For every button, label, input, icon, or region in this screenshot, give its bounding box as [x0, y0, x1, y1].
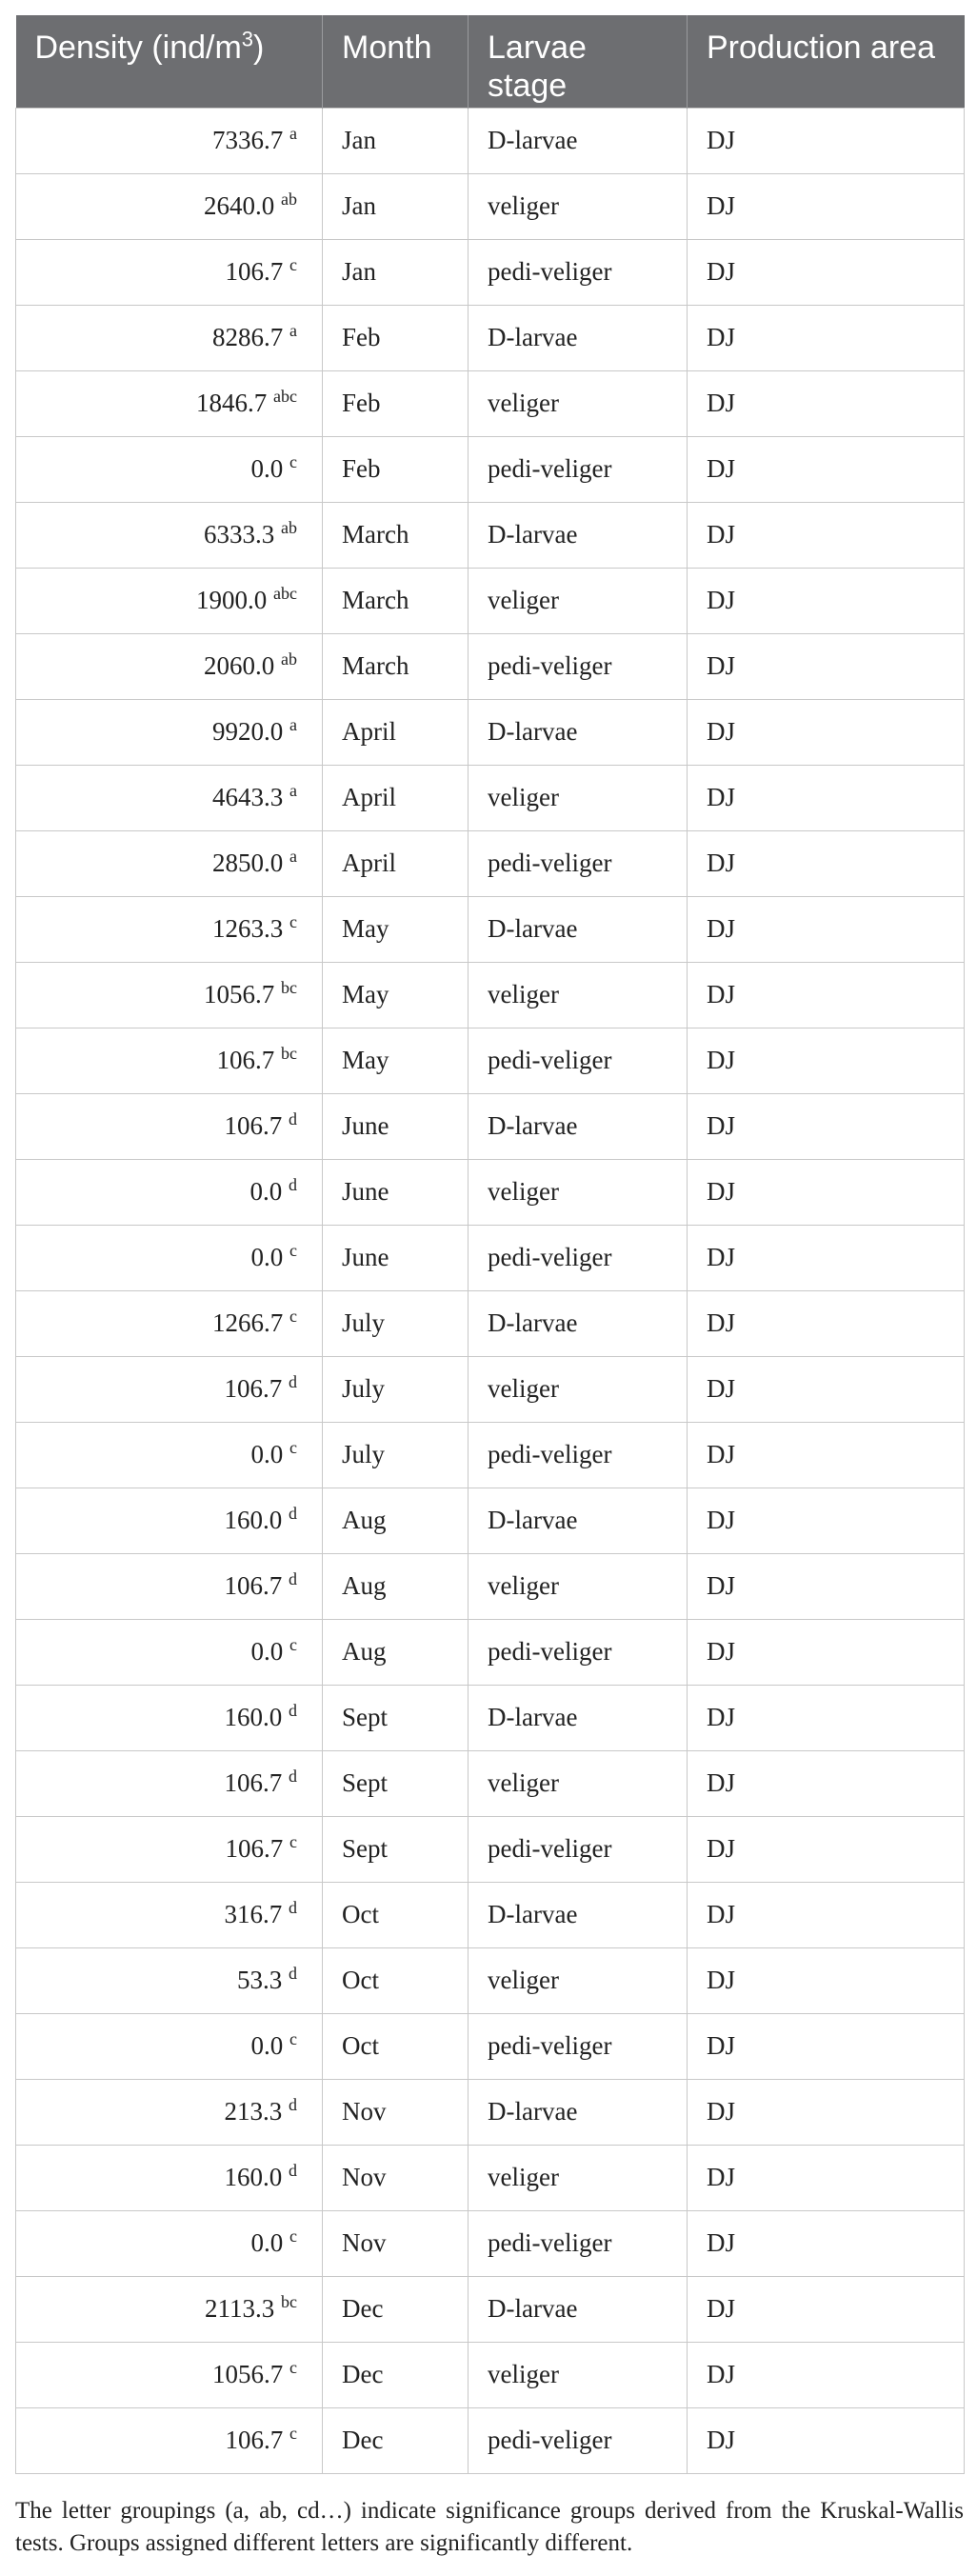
table-row [16, 1553, 965, 1619]
larvae-stage-cell: D-larvae [469, 108, 688, 173]
month-cell: Jan [323, 239, 469, 305]
significance-group: d [289, 2095, 297, 2114]
density-value: 53.3 [237, 1966, 283, 1994]
density-value: 1266.7 [212, 1308, 284, 1337]
table-row [16, 2013, 965, 2079]
density-value: 106.7 [216, 1046, 275, 1074]
table-row [16, 2079, 965, 2145]
density-value: 106.7 [225, 1834, 284, 1863]
larvae-stage-cell: pedi-veliger [469, 1422, 688, 1488]
density-cell [16, 1093, 323, 1159]
density-cell [16, 1685, 323, 1750]
production-area-cell: DJ [688, 765, 965, 830]
larvae-stage-cell: D-larvae [469, 699, 688, 765]
month-cell: Dec [323, 2342, 469, 2407]
density-value: 106.7 [224, 1111, 283, 1140]
table-row [16, 108, 965, 173]
larvae-stage-cell: D-larvae [469, 305, 688, 370]
month-cell: Sept [323, 1816, 469, 1882]
density-cell [16, 633, 323, 699]
density-cell [16, 2342, 323, 2407]
density-value: 106.7 [224, 1571, 283, 1600]
production-area-cell: DJ [688, 239, 965, 305]
density-value: 6333.3 [204, 520, 275, 549]
density-value: 9920.0 [212, 717, 284, 746]
production-area-cell: DJ [688, 2210, 965, 2276]
table-row [16, 1816, 965, 1882]
density-value: 2060.0 [204, 651, 275, 680]
larvae-stage-cell: veliger [469, 173, 688, 239]
density-value: 4643.3 [212, 783, 284, 811]
density-value: 2113.3 [205, 2294, 275, 2323]
density-cell [16, 1225, 323, 1290]
density-cell [16, 830, 323, 896]
larvae-stage-cell: D-larvae [469, 1685, 688, 1750]
production-area-cell: DJ [688, 1225, 965, 1290]
significance-group: c [289, 1635, 297, 1654]
production-area-cell: DJ [688, 1159, 965, 1225]
density-value: 1056.7 [204, 980, 275, 1008]
month-cell: June [323, 1159, 469, 1225]
density-value: 213.3 [224, 2097, 283, 2126]
production-area-cell: DJ [688, 502, 965, 568]
production-area-cell: DJ [688, 436, 965, 502]
density-cell [16, 239, 323, 305]
month-cell: Nov [323, 2079, 469, 2145]
significance-group: d [289, 1964, 297, 1983]
month-cell: May [323, 896, 469, 962]
significance-group: a [289, 847, 297, 866]
table-row [16, 962, 965, 1028]
density-value: 160.0 [224, 2163, 283, 2191]
significance-group: c [289, 1307, 297, 1326]
header-production-area: Production area [688, 15, 965, 108]
significance-group: ab [281, 518, 297, 537]
density-value: 106.7 [224, 1768, 283, 1797]
density-cell [16, 2210, 323, 2276]
month-cell: May [323, 962, 469, 1028]
table-row [16, 1159, 965, 1225]
density-value: 1846.7 [196, 389, 268, 417]
significance-group: a [289, 124, 297, 143]
table-row [16, 436, 965, 502]
density-cell [16, 2079, 323, 2145]
production-area-cell: DJ [688, 568, 965, 633]
month-cell: March [323, 502, 469, 568]
larvae-stage-cell: veliger [469, 2145, 688, 2210]
table-row [16, 239, 965, 305]
larvae-stage-cell: pedi-veliger [469, 1225, 688, 1290]
production-area-cell: DJ [688, 2079, 965, 2145]
month-cell: Nov [323, 2145, 469, 2210]
production-area-cell: DJ [688, 896, 965, 962]
density-cell [16, 173, 323, 239]
larvae-stage-cell: D-larvae [469, 1093, 688, 1159]
density-value: 0.0 [250, 2228, 284, 2257]
table-row [16, 1882, 965, 1947]
production-area-cell: DJ [688, 173, 965, 239]
production-area-cell: DJ [688, 370, 965, 436]
table-row [16, 1225, 965, 1290]
production-area-cell: DJ [688, 1488, 965, 1553]
production-area-cell: DJ [688, 2276, 965, 2342]
density-value: 0.0 [250, 1637, 284, 1666]
table-row [16, 1750, 965, 1816]
month-cell: May [323, 1028, 469, 1093]
production-area-cell: DJ [688, 2145, 965, 2210]
table-row [16, 1028, 965, 1093]
density-cell [16, 502, 323, 568]
larvae-stage-cell: pedi-veliger [469, 2407, 688, 2473]
density-cell [16, 765, 323, 830]
month-cell: July [323, 1422, 469, 1488]
larvae-stage-cell: veliger [469, 1947, 688, 2013]
production-area-cell: DJ [688, 962, 965, 1028]
density-cell [16, 2407, 323, 2473]
production-area-cell: DJ [688, 2013, 965, 2079]
significance-group: d [289, 1504, 297, 1523]
production-area-cell: DJ [688, 108, 965, 173]
density-cell [16, 370, 323, 436]
table-row [16, 699, 965, 765]
significance-group: a [289, 715, 297, 734]
month-cell: April [323, 830, 469, 896]
significance-group: d [289, 1898, 297, 1917]
larvae-stage-cell: pedi-veliger [469, 2210, 688, 2276]
density-value: 0.0 [249, 1177, 283, 1206]
larvae-stage-cell: D-larvae [469, 1882, 688, 1947]
density-value: 1900.0 [196, 586, 268, 614]
month-cell: March [323, 568, 469, 633]
table-row [16, 2342, 965, 2407]
larvae-stage-cell: pedi-veliger [469, 633, 688, 699]
density-cell [16, 1882, 323, 1947]
month-cell: Dec [323, 2276, 469, 2342]
month-cell: Aug [323, 1488, 469, 1553]
production-area-cell: DJ [688, 633, 965, 699]
significance-group: d [289, 1109, 297, 1128]
significance-group: c [289, 255, 297, 274]
month-cell: Oct [323, 1882, 469, 1947]
production-area-cell: DJ [688, 1028, 965, 1093]
significance-group: a [289, 321, 297, 340]
density-cell [16, 1488, 323, 1553]
density-value: 2640.0 [204, 191, 275, 220]
larvae-stage-cell: pedi-veliger [469, 239, 688, 305]
table-row [16, 1619, 965, 1685]
larvae-stage-cell: pedi-veliger [469, 2013, 688, 2079]
month-cell: Feb [323, 370, 469, 436]
significance-group: c [289, 912, 297, 931]
table-row [16, 1290, 965, 1356]
table-row [16, 370, 965, 436]
density-value: 106.7 [225, 257, 284, 286]
density-value: 0.0 [250, 454, 284, 483]
month-cell: Nov [323, 2210, 469, 2276]
table-row [16, 1685, 965, 1750]
header-row [16, 15, 965, 108]
production-area-cell: DJ [688, 699, 965, 765]
table-row [16, 305, 965, 370]
production-area-cell: DJ [688, 1750, 965, 1816]
significance-group: c [289, 2424, 297, 2443]
month-cell: Feb [323, 436, 469, 502]
larvae-stage-cell: veliger [469, 2342, 688, 2407]
density-value: 2850.0 [212, 849, 284, 877]
density-cell [16, 2145, 323, 2210]
density-value: 0.0 [250, 2031, 284, 2060]
density-cell [16, 962, 323, 1028]
table-row [16, 1422, 965, 1488]
month-cell: Oct [323, 1947, 469, 2013]
table-row [16, 2276, 965, 2342]
table-row [16, 173, 965, 239]
density-cell [16, 1356, 323, 1422]
table-row [16, 1093, 965, 1159]
header-density: Density $(ind/m^3)$ [16, 15, 323, 108]
density-cell [16, 1619, 323, 1685]
month-cell: June [323, 1093, 469, 1159]
significance-group: c [289, 2227, 297, 2246]
significance-group: d [289, 1569, 297, 1588]
density-cell [16, 1159, 323, 1225]
density-cell [16, 1816, 323, 1882]
month-cell: April [323, 765, 469, 830]
month-cell: July [323, 1356, 469, 1422]
density-cell [16, 2276, 323, 2342]
production-area-cell: DJ [688, 1356, 965, 1422]
production-area-cell: DJ [688, 2342, 965, 2407]
table-footnote: The letter groupings (a, ab, cd…) indicate significance groups derived from the Kruskal-Wallis tests. Groups assigned different letters are significantly different. [15, 2498, 964, 2556]
larvae-stage-cell: veliger [469, 568, 688, 633]
table-row [16, 1488, 965, 1553]
month-cell: Dec [323, 2407, 469, 2473]
density-value: 106.7 [225, 2426, 284, 2454]
month-cell: Aug [323, 1619, 469, 1685]
density-cell [16, 1553, 323, 1619]
significance-group: bc [281, 1044, 297, 1063]
larvae-stage-cell: veliger [469, 765, 688, 830]
larvae-stage-cell: veliger [469, 370, 688, 436]
header-month: Month [323, 15, 469, 108]
density-value: 316.7 [224, 1900, 283, 1928]
production-area-cell: DJ [688, 1947, 965, 2013]
significance-group: abc [273, 387, 297, 406]
production-area-cell: DJ [688, 2407, 965, 2473]
significance-group: d [289, 1175, 297, 1194]
density-table [15, 15, 965, 2474]
table-header [16, 15, 965, 108]
larvae-stage-cell: veliger [469, 962, 688, 1028]
larvae-stage-cell: D-larvae [469, 2079, 688, 2145]
data-table-container [15, 15, 964, 2474]
table-row [16, 896, 965, 962]
significance-group: c [289, 1832, 297, 1851]
density-value: 8286.7 [212, 323, 284, 351]
density-cell [16, 699, 323, 765]
table-row [16, 2145, 965, 2210]
month-cell: July [323, 1290, 469, 1356]
density-value: 0.0 [250, 1440, 284, 1468]
larvae-stage-cell: veliger [469, 1356, 688, 1422]
density-cell [16, 1422, 323, 1488]
larvae-stage-cell: D-larvae [469, 896, 688, 962]
table-row [16, 1947, 965, 2013]
larvae-stage-cell: veliger [469, 1553, 688, 1619]
larvae-stage-cell: pedi-veliger [469, 1028, 688, 1093]
density-value: 7336.7 [212, 126, 284, 154]
density-value: 1263.3 [212, 914, 284, 943]
significance-group: d [289, 1372, 297, 1391]
significance-group: d [289, 2161, 297, 2180]
density-cell [16, 1290, 323, 1356]
density-cell [16, 1750, 323, 1816]
significance-group: bc [281, 2292, 297, 2311]
larvae-stage-cell: veliger [469, 1159, 688, 1225]
month-cell: Sept [323, 1750, 469, 1816]
month-cell: Aug [323, 1553, 469, 1619]
table-row [16, 2210, 965, 2276]
table-row [16, 830, 965, 896]
density-cell [16, 108, 323, 173]
density-cell [16, 305, 323, 370]
table-body [16, 108, 965, 2473]
month-cell: Oct [323, 2013, 469, 2079]
density-value: 1056.7 [212, 2360, 284, 2388]
significance-group: ab [281, 649, 297, 669]
significance-group: c [289, 2029, 297, 2048]
production-area-cell: DJ [688, 1422, 965, 1488]
density-value: 160.0 [224, 1506, 283, 1534]
larvae-stage-cell: pedi-veliger [469, 830, 688, 896]
month-cell: Jan [323, 108, 469, 173]
larvae-stage-cell: pedi-veliger [469, 436, 688, 502]
production-area-cell: DJ [688, 830, 965, 896]
larvae-stage-cell: D-larvae [469, 2276, 688, 2342]
month-cell: Feb [323, 305, 469, 370]
production-area-cell: DJ [688, 1290, 965, 1356]
density-value: 160.0 [224, 1703, 283, 1731]
density-cell [16, 568, 323, 633]
significance-group: c [289, 452, 297, 471]
density-value: 106.7 [224, 1374, 283, 1403]
month-cell: Jan [323, 173, 469, 239]
significance-group: c [289, 1241, 297, 1260]
density-cell [16, 1028, 323, 1093]
density-cell [16, 896, 323, 962]
significance-group: ab [281, 190, 297, 209]
table-row [16, 1356, 965, 1422]
month-cell: June [323, 1225, 469, 1290]
significance-group: d [289, 1701, 297, 1720]
significance-group: bc [281, 978, 297, 997]
significance-group: d [289, 1767, 297, 1786]
production-area-cell: DJ [688, 1619, 965, 1685]
significance-group: abc [273, 584, 297, 603]
larvae-stage-cell: veliger [469, 1750, 688, 1816]
table-row [16, 568, 965, 633]
larvae-stage-cell: D-larvae [469, 502, 688, 568]
density-value: 0.0 [250, 1243, 284, 1271]
density-cell [16, 436, 323, 502]
density-cell [16, 1947, 323, 2013]
larvae-stage-cell: pedi-veliger [469, 1816, 688, 1882]
production-area-cell: DJ [688, 1093, 965, 1159]
production-area-cell: DJ [688, 1553, 965, 1619]
larvae-stage-cell: D-larvae [469, 1488, 688, 1553]
larvae-stage-cell: pedi-veliger [469, 1619, 688, 1685]
production-area-cell: DJ [688, 1882, 965, 1947]
table-row [16, 502, 965, 568]
significance-group: a [289, 781, 297, 800]
table-row [16, 2407, 965, 2473]
month-cell: April [323, 699, 469, 765]
month-cell: Sept [323, 1685, 469, 1750]
significance-group: c [289, 2358, 297, 2377]
production-area-cell: DJ [688, 305, 965, 370]
month-cell: March [323, 633, 469, 699]
production-area-cell: DJ [688, 1685, 965, 1750]
production-area-cell: DJ [688, 1816, 965, 1882]
larvae-stage-cell: D-larvae [469, 1290, 688, 1356]
significance-group: c [289, 1438, 297, 1457]
density-cell [16, 2013, 323, 2079]
table-row [16, 633, 965, 699]
table-row [16, 765, 965, 830]
header-larvae-stage: Larvae stage [469, 15, 688, 108]
